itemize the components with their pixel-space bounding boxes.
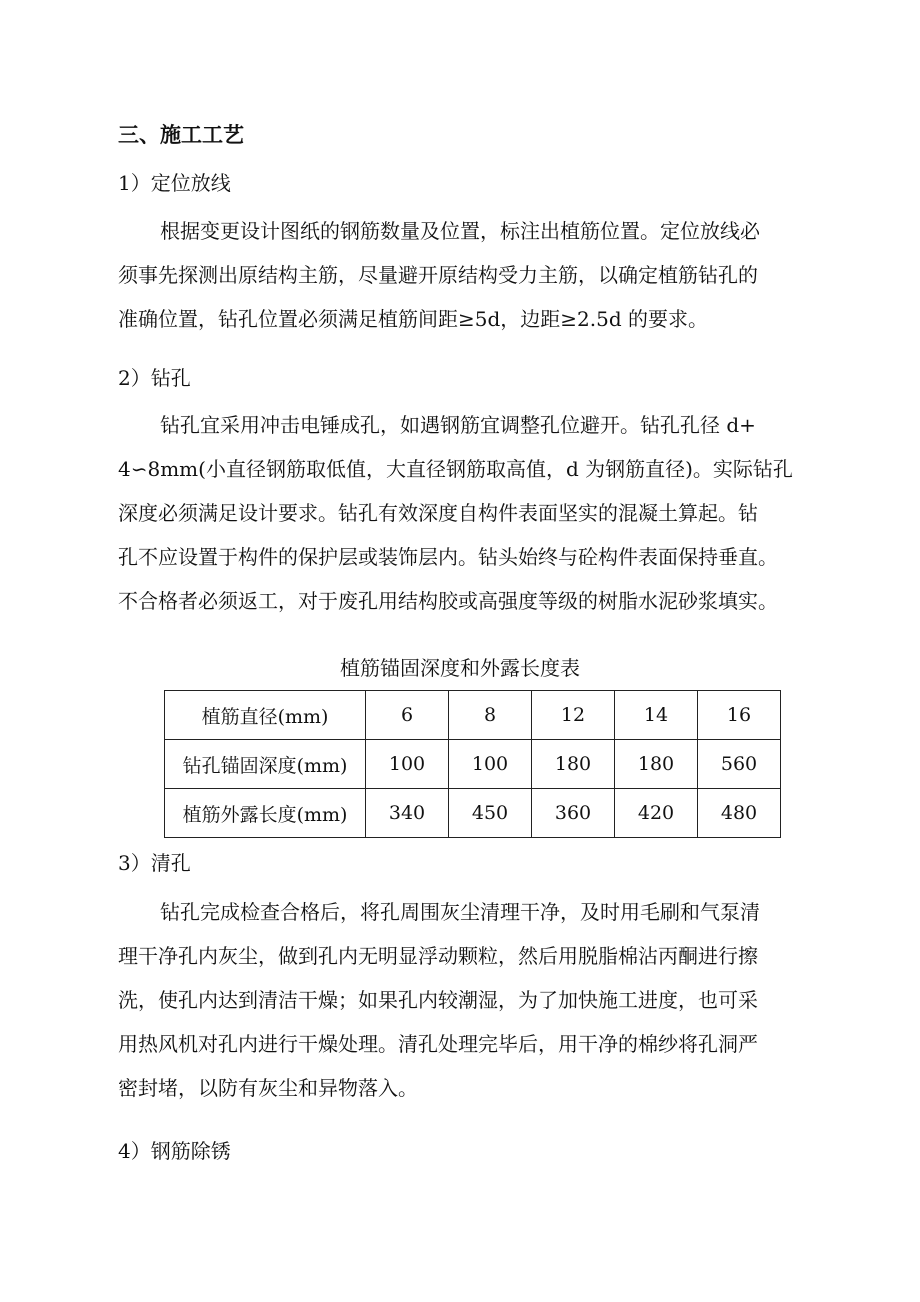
table-cell: 450 (449, 789, 532, 838)
step-4-heading: 4）钢筋除锈 (118, 1139, 231, 1163)
step-3-paragraph (118, 890, 818, 1110)
table-cell: 560 (698, 740, 781, 789)
table-cell: 100 (449, 740, 532, 789)
step-2-paragraph (118, 403, 818, 623)
table-cell: 100 (366, 740, 449, 789)
paragraph-line: 深度必须满足设计要求。钻孔有效深度自构件表面坚实的混凝土算起。钻 (118, 501, 758, 525)
table-cell: 12 (532, 691, 615, 740)
table-row (165, 691, 781, 740)
step-2-heading: 2）钻孔 (118, 366, 191, 390)
paragraph-line: 准确位置，钻孔位置必须满足植筋间距≥5d，边距≥2.5d 的要求。 (118, 307, 709, 331)
table-caption: 植筋锚固深度和外露长度表 (340, 656, 580, 680)
table-cell: 180 (615, 740, 698, 789)
step-3-heading: 3）清孔 (118, 851, 191, 875)
paragraph-line: 用热风机对孔内进行干燥处理。清孔处理完毕后，用干净的棉纱将孔洞严 (118, 1032, 758, 1056)
step-1-paragraph (118, 209, 818, 341)
table-cell: 8 (449, 691, 532, 740)
table-cell: 360 (532, 789, 615, 838)
table-cell: 340 (366, 789, 449, 838)
paragraph-line: 根据变更设计图纸的钢筋数量及位置，标注出植筋位置。定位放线必 (160, 219, 760, 243)
section-title: 三、施工工艺 (118, 122, 244, 147)
row-label: 植筋直径(mm) (165, 691, 366, 740)
table-row (165, 789, 781, 838)
step-1-heading: 1）定位放线 (118, 171, 231, 195)
table-cell: 420 (615, 789, 698, 838)
paragraph-line: 钻孔宜采用冲击电锤成孔，如遇钢筋宜调整孔位避开。钻孔孔径 d+ (160, 413, 756, 437)
table-cell: 480 (698, 789, 781, 838)
paragraph-line: 不合格者必须返工，对于废孔用结构胶或高强度等级的树脂水泥砂浆填实。 (118, 589, 778, 613)
paragraph-line: 4∽8mm(小直径钢筋取低值，大直径钢筋取高值，d 为钢筋直径)。实际钻孔 (118, 457, 793, 481)
anchorage-table (164, 690, 781, 838)
paragraph-line: 理干净孔内灰尘，做到孔内无明显浮动颗粒，然后用脱脂棉沾丙酮进行擦 (118, 944, 758, 968)
table-cell: 14 (615, 691, 698, 740)
paragraph-line: 密封堵，以防有灰尘和异物落入。 (118, 1076, 418, 1100)
table-cell: 6 (366, 691, 449, 740)
table-cell: 16 (698, 691, 781, 740)
row-label: 植筋外露长度(mm) (165, 789, 366, 838)
table-cell: 180 (532, 740, 615, 789)
paragraph-line: 须事先探测出原结构主筋，尽量避开原结构受力主筋，以确定植筋钻孔的 (118, 263, 758, 287)
table-row (165, 740, 781, 789)
paragraph-line: 孔不应设置于构件的保护层或装饰层内。钻头始终与砼构件表面保持垂直。 (118, 545, 778, 569)
paragraph-line: 钻孔完成检查合格后，将孔周围灰尘清理干净，及时用毛刷和气泵清 (160, 900, 760, 924)
paragraph-line: 洗，使孔内达到清洁干燥；如果孔内较潮湿，为了加快施工进度，也可采 (118, 988, 758, 1012)
row-label: 钻孔锚固深度(mm) (165, 740, 366, 789)
